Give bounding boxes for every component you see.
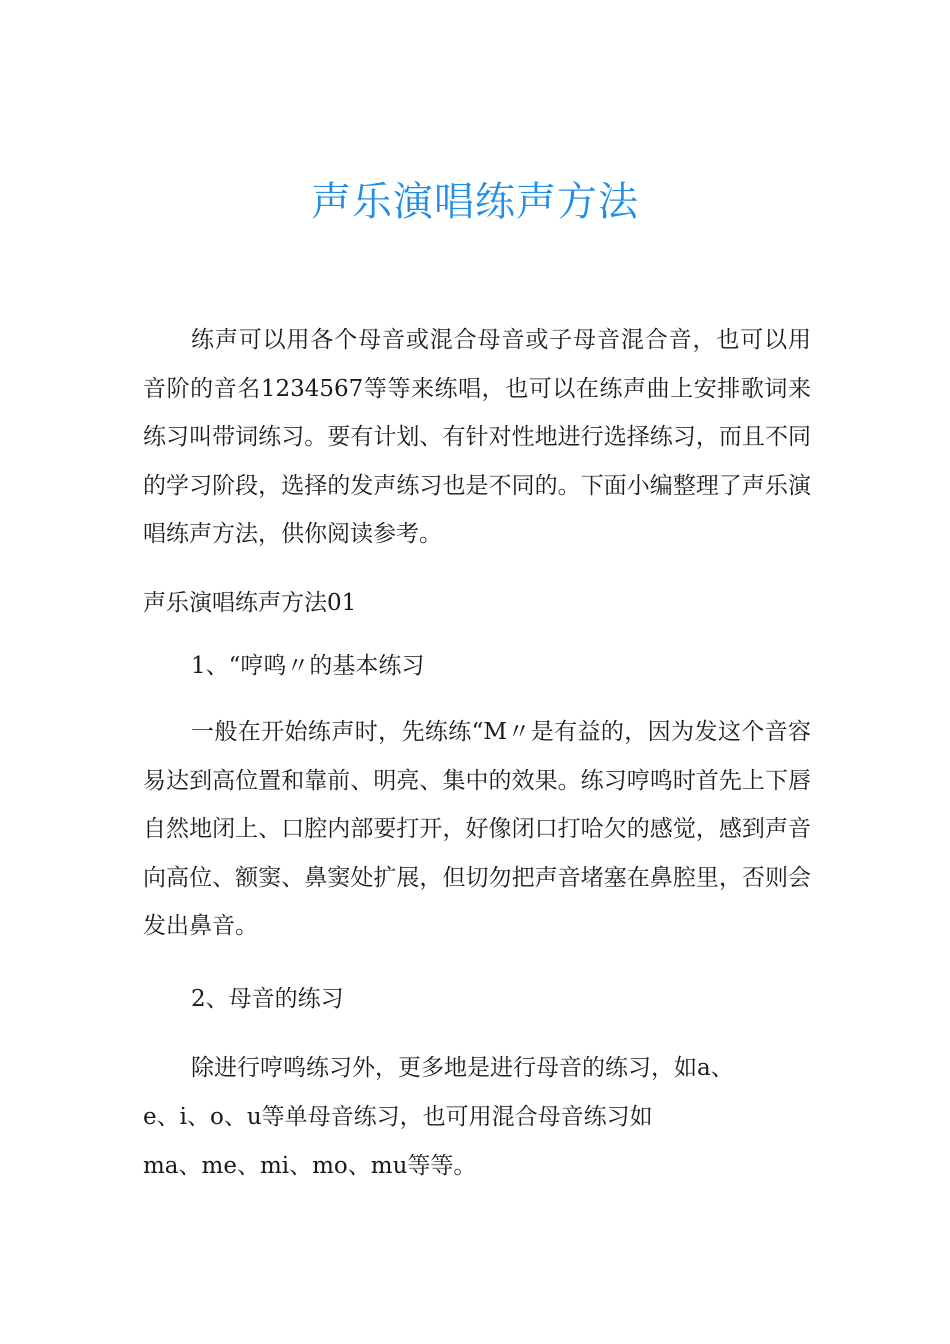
item2-body-line-3: ma、me、mi、mo、mu等等。 [143,1153,477,1179]
item1-heading: 1、“哼鸣〃的基本练习 [191,653,425,679]
item2-body-line-2: e、i、o、u等单母音练习，也可用混合母音练习如 [143,1104,653,1130]
item2-heading: 2、母音的练习 [191,986,344,1012]
section-heading: 声乐演唱练声方法01 [143,590,357,616]
item2-body-line-1: 除进行哼鸣练习外，更多地是进行母音的练习，如a、 [191,1055,734,1081]
item1-body-paragraph: 一般在开始练声时，先练练“M〃是有益的，因为发这个音容易达到高位置和靠前、明亮、集中的效果。练习哼鸣时首先上下唇自然地闭上、口腔内部要打开，好像闭口打哈欠的感觉，感到声音向高位、额窦、鼻窦处扩展，但切勿把声音堵塞在鼻腔里，否则会发出鼻音。 [143,719,811,939]
document-title: 声乐演唱练声方法 [311,179,639,225]
intro-paragraph: 练声可以用各个母音或混合母音或子母音混合音，也可以用音阶的音名1234567等等来练唱，也可以在练声曲上安排歌词来练习叫带词练习。要有计划、有针对性地进行选择练习，而且不同的学习阶段，选择的发声练习也是不同的。下面小编整理了声乐演唱练声方法，供你阅读参考。 [143,327,811,547]
